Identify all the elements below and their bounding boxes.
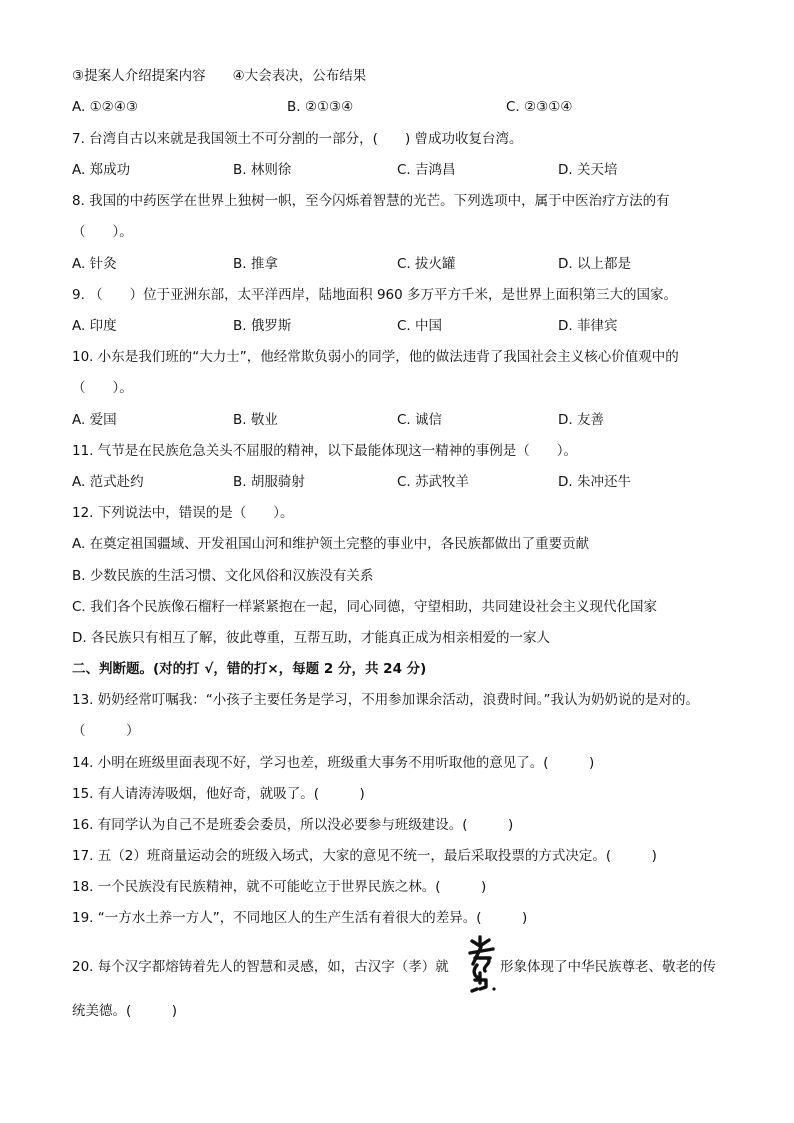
q7-option-b: B. 林则徐 [233, 162, 292, 178]
q10-option-a: A. 爱国 [72, 412, 117, 428]
q7-option-a: A. 郑成功 [72, 162, 131, 178]
q8-option-c: C. 拔火罐 [397, 256, 456, 272]
judge-q17: 17. 五（2）班商量运动会的班级入场式，大家的意见不统一，最后采取投票的方式决定。( ) [72, 848, 657, 864]
q6-option-a: A. ①②④③ [72, 99, 138, 115]
q11-option-a: A. 范式赴约 [72, 474, 144, 490]
q12-option-a: A. 在奠定祖国疆域、开发祖国山河和维护领土完整的事业中，各民族都做出了重要贡献 [72, 536, 590, 552]
q7-option-c: C. 吉鸿昌 [397, 162, 456, 178]
q10-stem-continued: （ ）。 [72, 380, 133, 396]
q12-option-c: C. 我们各个民族像石榴籽一样紧紧抱在一起，同心同德，守望相助，共同建设社会主义现代化国家 [72, 599, 658, 615]
judge-q20-part-2: 形象体现了中华民族尊老、敬老的传 [500, 959, 716, 975]
q8-option-a: A. 针灸 [72, 256, 117, 272]
judge-q13: 13. 奶奶经常叮嘱我：“小孩子主要任务是学习，不用参加课余活动，浪费时间。”我认为奶奶说的是对的。 [72, 692, 699, 708]
judge-q20-continued: 统美德。( ) [72, 1003, 178, 1019]
q6-option-c: C. ②③①④ [506, 99, 573, 115]
q12-option-d: D. 各民族只有相互了解，彼此尊重，互帮互助，才能真正成为相亲相爱的一家人 [72, 630, 550, 646]
judge-q15: 15. 有人请涛涛吸烟，他好奇，就吸了。( ) [72, 786, 365, 802]
q8-option-d: D. 以上都是 [558, 256, 631, 272]
section-2-heading: 二、判断题。(对的打 √，错的打×，每题 2 分，共 24 分) [72, 661, 427, 677]
q11-option-c: C. 苏武牧羊 [397, 474, 470, 490]
judge-q13-continued: （ ） [72, 723, 140, 739]
q12-stem: 12. 下列说法中，错误的是（ ）。 [72, 505, 294, 521]
q7-stem: 7. 台湾自古以来就是我国领土不可分割的一部分，( ) 曾成功收复台湾。 [72, 131, 523, 147]
judge-q18: 18. 一个民族没有民族精神，就不可能屹立于世界民族之林。( ) [72, 879, 487, 895]
q6-option-b: B. ②①③④ [287, 99, 354, 115]
q10-option-b: B. 敬业 [233, 412, 278, 428]
q9-stem: 9. （ ）位于亚洲东部，太平洋西岸，陆地面积 960 多万平方千米，是世界上面积第三大的国家。 [72, 287, 678, 303]
judge-q19: 19. “一方水土养一方人”，不同地区人的生产生活有着很大的差异。( ) [72, 910, 528, 926]
q9-option-b: B. 俄罗斯 [233, 318, 292, 334]
q8-stem: 8. 我国的中药医学在世界上独树一帜，至今闪烁着智慧的光芒。下列选项中，属于中医治疗方法的有 [72, 193, 670, 209]
q11-option-d: D. 朱冲还牛 [558, 474, 631, 490]
ancient-xiao-character-icon [464, 933, 498, 995]
q10-option-d: D. 友善 [558, 412, 604, 428]
q11-stem: 11. 气节是在民族危急关头不屈服的精神，以下最能体现这一精神的事例是（ ）。 [72, 443, 578, 459]
q12-option-b: B. 少数民族的生活习惯、文化风俗和汉族没有关系 [72, 568, 374, 584]
judge-q14: 14. 小明在班级里面表现不好，学习也差，班级重大事务不用听取他的意见了。( ) [72, 755, 595, 771]
q8-stem-continued: （ ）。 [72, 224, 133, 240]
judge-q20-part-1: 20. 每个汉字都熔铸着先人的智慧和灵感，如，古汉字（孝）就 [72, 959, 449, 975]
q9-option-a: A. 印度 [72, 318, 117, 334]
q10-stem: 10. 小东是我们班的“大力士”，他经常欺负弱小的同学，他的做法违背了我国社会主义核心价值观中的 [72, 349, 679, 365]
q7-option-d: D. 关天培 [558, 162, 618, 178]
q8-option-b: B. 推拿 [233, 256, 278, 272]
q9-option-d: D. 菲律宾 [558, 318, 618, 334]
judge-q16: 16. 有同学认为自己不是班委会委员，所以没必要参与班级建设。( ) [72, 817, 514, 833]
q10-option-c: C. 诚信 [397, 412, 443, 428]
steps-line: ③提案人介绍提案内容 ④大会表决，公布结果 [72, 68, 367, 84]
q9-option-c: C. 中国 [397, 318, 443, 334]
q11-option-b: B. 胡服骑射 [233, 474, 305, 490]
